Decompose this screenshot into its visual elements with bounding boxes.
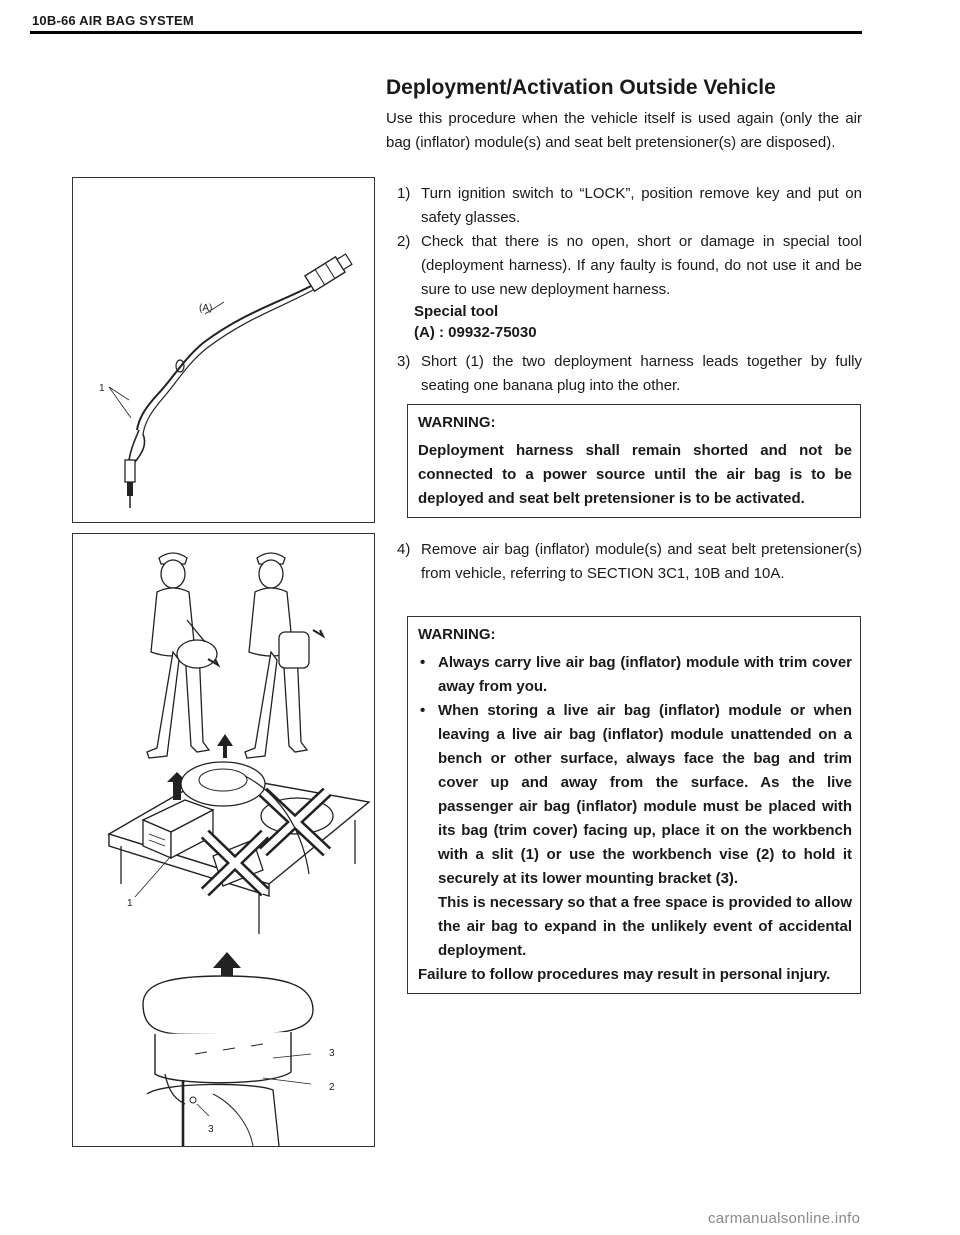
bullet-icon: •: [420, 654, 426, 671]
step-number: 3): [397, 353, 411, 370]
warning-footer: Failure to follow procedures may result in personal injury.: [418, 966, 831, 983]
step-3: [397, 350, 862, 398]
step-text: Turn ignition switch to “LOCK”, position remove key and put on safety glasses.: [421, 185, 862, 226]
harness-connector: [305, 252, 354, 292]
warning-extra-text: This is necessary so that a free space is provided to allow the air bag to expand in the unlikely event of accidental deployment.: [438, 894, 852, 959]
callout-a: (A): [199, 303, 213, 314]
step-text: Short (1) the two deployment harness leads together by fully seating one banana plug into the other.: [421, 353, 862, 394]
intro-paragraph: Use this procedure when the vehicle itself is used again (only the air bag (inflator) module(s) and seat belt pretensioner(s) are disposed).: [386, 110, 862, 151]
bullet-text: When storing a live air bag (inflator) module or when leaving a live air bag (inflator) module unattended on a bench or other surface, always face the bag and trim cover up and away from the surface. As the live passenger air bag (inflator) module must be placed with its bag (trim cover) facing up, place it on the workbench with a slit (1) or use the workbench vise (2) to hold it securely at its lower mounting bracket (3).: [438, 702, 852, 887]
warning-title: WARNING:: [418, 626, 496, 643]
callout-3-bottom: 3: [208, 1124, 214, 1135]
carry-store-illustration: [73, 534, 374, 1146]
section-title: Deployment/Activation Outside Vehicle: [386, 76, 776, 99]
figure-carry-and-store: [72, 533, 375, 1147]
figure-deployment-harness: [72, 177, 375, 523]
step-number: 1): [397, 185, 411, 202]
warning-bullet: [418, 651, 852, 699]
step-4: [397, 538, 862, 586]
step-text: Check that there is no open, short or damage in special tool (deployment harness). If any faulty is found, do not use it and be sure to use new deployment harness.: [421, 233, 862, 298]
up-arrow-icon: [217, 734, 233, 758]
page-header: 10B-66 AIR BAG SYSTEM: [32, 13, 194, 28]
special-tool-label: Special tool: [414, 303, 499, 320]
technician-figure-1: [147, 553, 217, 758]
callout-3-right: 3: [329, 1048, 335, 1059]
warning-box-harness: [407, 404, 861, 518]
warning-list: [418, 651, 852, 891]
step-2: [397, 230, 862, 302]
step-1: [397, 182, 862, 230]
technician-figure-2: [245, 553, 309, 758]
bullet-icon: •: [420, 702, 426, 719]
header-rule: [30, 31, 862, 34]
warning-bullet: [418, 699, 852, 891]
banana-plug: [125, 460, 135, 482]
module-in-vise: [143, 976, 313, 1146]
callout-1: 1: [99, 383, 105, 394]
step-number: 4): [397, 541, 411, 558]
special-tool-number: (A) : 09932-75030: [414, 324, 537, 341]
callout-1: 1: [127, 898, 133, 909]
bullet-text: Always carry live air bag (inflator) module with trim cover away from you.: [438, 654, 852, 695]
step-number: 2): [397, 233, 411, 250]
callout-2: 2: [329, 1082, 335, 1093]
harness-illustration: [73, 178, 374, 522]
step-text: Remove air bag (inflator) module(s) and seat belt pretensioner(s) from vehicle, referring to SECTION 3C1, 10B and 10A.: [421, 541, 862, 582]
warning-text: Deployment harness shall remain shorted and not be connected to a power source until the air bag is to be deployed and seat belt pretensioner is to be activated.: [418, 442, 852, 507]
watermark: carmanualsonline.info: [708, 1210, 861, 1227]
warning-title: WARNING:: [418, 414, 496, 431]
warning-box-handling: [407, 616, 861, 994]
